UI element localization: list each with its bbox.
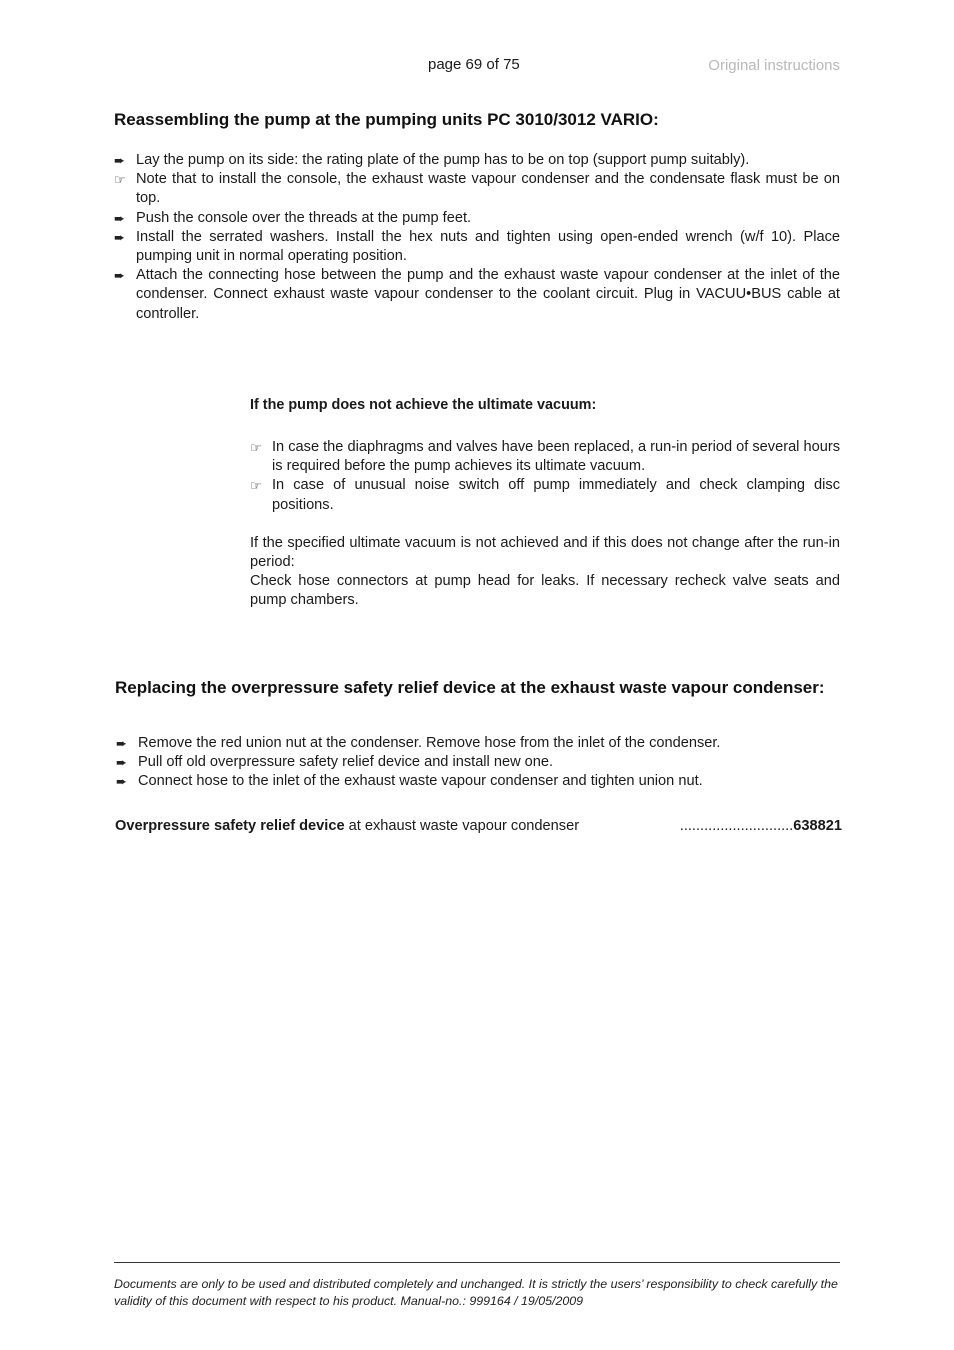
list-item-text: Connect hose to the inlet of the exhaust waste vapour condenser and tighten union nut. (138, 773, 703, 790)
section-title-reassembling: Reassembling the pump at the pumping units PC 3010/3012 VARIO: (114, 110, 659, 129)
part-leader-dots: ............................ (679, 818, 794, 834)
list-item (114, 170, 840, 208)
list-item (114, 209, 840, 228)
list-item (116, 753, 842, 772)
troubleshoot-paragraph: Check hose connectors at pump head for leaks. If necessary recheck valve seats and pump chambers. (250, 573, 840, 609)
pointing-hand-icon: ☞ (250, 478, 262, 494)
arrow-right-icon: ➨ (116, 774, 127, 790)
list-item (114, 266, 840, 324)
troubleshoot-paragraph: If the specified ultimate vacuum is not achieved and if this does not change after the run-in period: (250, 535, 840, 571)
list-item-text: Lay the pump on its side: the rating plate of the pump has to be on top (support pump suitably). (136, 152, 750, 168)
list-item (114, 151, 840, 170)
list-item-text: Install the serrated washers. Install the hex nuts and tighten using open-ended wrench (w/f 10). Place pumping unit in normal operating position. (136, 228, 840, 265)
arrow-right-icon: ➨ (114, 153, 125, 168)
spacer (583, 817, 680, 836)
list-item-text: Attach the connecting hose between the pump and the exhaust waste vapour condenser at the inlet of the condenser. Connect exhaust waste vapour condenser to the coolant circuit. Plug in VACUU•BUS cable at controller. (136, 267, 840, 322)
list-item-text: In case of unusual noise switch off pump immediately and check clamping disc positions. (272, 477, 840, 513)
spare-part-line (115, 817, 842, 836)
section-title-replacing-relief-device: Replacing the overpressure safety relief device at the exhaust waste vapour condenser: (115, 678, 825, 697)
list-item-text: In case the diaphragms and valves have been replaced, a run-in period of several hours is required before the pump achieves its ultimate vacuum. (272, 439, 840, 475)
replacement-steps-list (116, 734, 842, 792)
page-number: page 69 of 75 (428, 56, 520, 73)
troubleshoot-title: If the pump does not achieve the ultimate vacuum: (250, 397, 597, 413)
reassembly-steps-list (114, 151, 840, 324)
list-item (116, 772, 842, 791)
arrow-right-icon: ➨ (114, 210, 125, 226)
arrow-right-icon: ➨ (114, 268, 125, 284)
list-item-text: Pull off old overpressure safety relief device and install new one. (138, 754, 554, 771)
list-item (250, 438, 840, 476)
part-name: Overpressure safety relief device (115, 818, 345, 834)
part-description: at exhaust waste vapour condenser (344, 818, 584, 834)
pointing-hand-icon: ☞ (114, 172, 126, 188)
list-item (114, 228, 840, 266)
footer-divider (114, 1262, 840, 1263)
part-number: 638821 (793, 818, 842, 834)
arrow-right-icon: ➨ (114, 229, 125, 245)
footer-disclaimer: Documents are only to be used and distributed completely and unchanged. It is strictly the users’ responsibility to check carefully the validity of this document with respect to his product. Manual-no.: 999164 / 19/05/2009 (114, 1277, 838, 1308)
list-item-text: Push the console over the threads at the pump feet. (136, 209, 472, 226)
list-item-text: Note that to install the console, the exhaust waste vapour condenser and the condensate flask must be on top. (136, 171, 840, 207)
list-item-text: Remove the red union nut at the condenser. Remove hose from the inlet of the condenser. (138, 735, 721, 751)
arrow-right-icon: ➨ (116, 736, 127, 751)
pointing-hand-icon: ☞ (250, 440, 262, 455)
troubleshoot-list (250, 438, 840, 515)
document-type-label: Original instructions (708, 57, 840, 74)
list-item (250, 476, 840, 514)
list-item (116, 734, 842, 753)
arrow-right-icon: ➨ (116, 755, 127, 771)
